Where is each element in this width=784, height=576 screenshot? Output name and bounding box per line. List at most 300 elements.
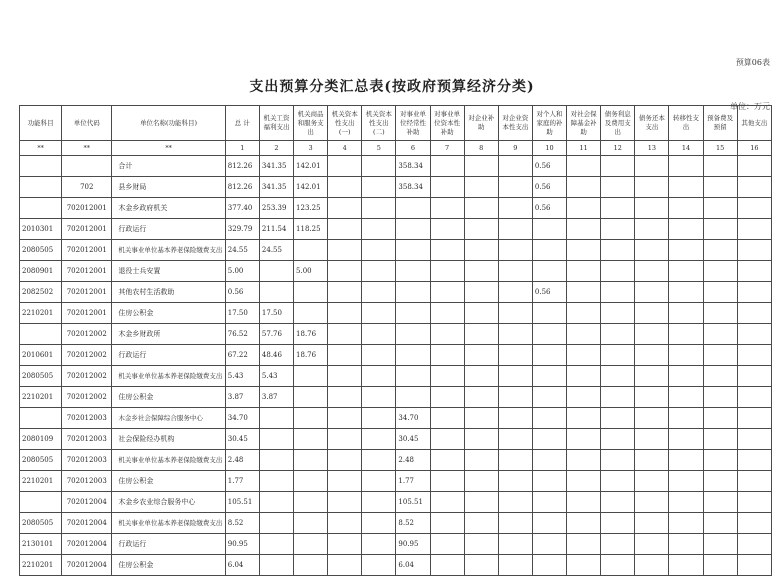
amount-cell: 48.46 [259,345,293,366]
unit-name-cell: 住房公积金 [112,387,225,408]
amount-cell [328,366,362,387]
amount-cell: 253.39 [259,198,293,219]
function-code-cell: 2080505 [20,366,62,387]
amount-cell: 812.26 [225,156,259,177]
amount-cell [362,156,396,177]
amount-cell [259,261,293,282]
amount-cell [294,492,328,513]
amount-cell: 2.48 [225,450,259,471]
amount-cell [362,513,396,534]
amount-cell: 30.45 [396,429,430,450]
unit-name-cell: 机关事业单位基本养老保险缴费支出 [112,240,225,261]
amount-cell [430,303,464,324]
table-row [20,177,772,198]
amount-cell [430,387,464,408]
amount-cell [464,492,498,513]
amount-cell: 30.45 [225,429,259,450]
column-header: 债务利息及费用支出 [601,106,635,141]
amount-cell: 3.87 [225,387,259,408]
amount-cell [259,471,293,492]
amount-cell [669,534,703,555]
amount-cell [294,387,328,408]
amount-cell [635,492,669,513]
amount-cell [362,240,396,261]
column-number: 9 [498,141,532,156]
amount-cell [328,324,362,345]
amount-cell [669,471,703,492]
amount-cell: 5.00 [225,261,259,282]
amount-cell [703,492,737,513]
amount-cell [601,345,635,366]
amount-cell [669,156,703,177]
amount-cell [703,324,737,345]
amount-cell: 358.34 [396,177,430,198]
amount-cell: 341.35 [259,156,293,177]
column-header: 转移性支出 [669,106,703,141]
amount-cell [430,177,464,198]
amount-cell [498,429,532,450]
amount-cell [635,324,669,345]
amount-cell [703,219,737,240]
amount-cell [430,429,464,450]
unit-name-cell: 社会保险经办机构 [112,429,225,450]
function-code-cell: 2010301 [20,219,62,240]
amount-cell [430,198,464,219]
function-code-cell [20,408,62,429]
function-code-cell [20,156,62,177]
amount-cell: 377.40 [225,198,259,219]
unit-code-cell: 702012004 [62,534,112,555]
amount-cell [669,492,703,513]
amount-cell [635,282,669,303]
amount-cell [328,471,362,492]
function-code-cell: 2210201 [20,303,62,324]
amount-cell [498,282,532,303]
amount-cell [601,555,635,576]
table-row [20,156,772,177]
amount-cell [464,366,498,387]
amount-cell [567,387,601,408]
amount-cell [430,366,464,387]
table-row [20,408,772,429]
column-number: ** [20,141,62,156]
amount-cell [362,408,396,429]
column-number: 12 [601,141,635,156]
function-code-cell: 2080901 [20,261,62,282]
table-row [20,534,772,555]
amount-cell [396,240,430,261]
amount-cell [669,324,703,345]
amount-cell [328,240,362,261]
unit-name-cell: 行政运行 [112,534,225,555]
amount-cell [703,513,737,534]
amount-cell [601,513,635,534]
amount-cell: 18.76 [294,345,328,366]
amount-cell [259,555,293,576]
amount-cell [362,282,396,303]
column-number: 4 [328,141,362,156]
amount-cell: 18.76 [294,324,328,345]
amount-cell [430,240,464,261]
amount-cell [498,450,532,471]
amount-cell [669,198,703,219]
amount-cell [669,261,703,282]
amount-cell [737,261,771,282]
amount-cell [259,408,293,429]
amount-cell [464,177,498,198]
amount-cell [328,387,362,408]
amount-cell [464,450,498,471]
unit-name-cell: 机关事业单位基本养老保险缴费支出 [112,450,225,471]
function-code-cell: 2010601 [20,345,62,366]
amount-cell [601,261,635,282]
amount-cell [567,219,601,240]
column-number: 6 [396,141,430,156]
amount-cell [294,513,328,534]
amount-cell [498,534,532,555]
amount-cell [532,534,566,555]
function-code-cell: 2210201 [20,471,62,492]
amount-cell [567,177,601,198]
amount-cell: 3.87 [259,387,293,408]
unit-name-cell: 行政运行 [112,219,225,240]
unit-name-cell: 木金乡政府机关 [112,198,225,219]
amount-cell [294,555,328,576]
unit-code-cell: 702012001 [62,240,112,261]
unit-name-cell: 住房公积金 [112,303,225,324]
amount-cell [498,513,532,534]
unit-name-cell: 县乡财局 [112,177,225,198]
table-row [20,492,772,513]
amount-cell [567,555,601,576]
amount-cell [464,219,498,240]
amount-cell [294,366,328,387]
table-row [20,513,772,534]
unit-code-cell: 702012001 [62,303,112,324]
amount-cell [567,471,601,492]
amount-cell [567,261,601,282]
amount-cell [601,492,635,513]
amount-cell [532,450,566,471]
amount-cell [669,366,703,387]
column-header: 机关资本性支出(二) [362,106,396,141]
amount-cell [703,366,737,387]
amount-cell [259,429,293,450]
amount-cell [532,492,566,513]
amount-cell [737,219,771,240]
amount-cell [737,471,771,492]
unit-name-cell: 木金乡财政所 [112,324,225,345]
amount-cell [430,450,464,471]
amount-cell [635,387,669,408]
unit-name-cell: 住房公积金 [112,555,225,576]
amount-cell [669,513,703,534]
amount-cell [430,492,464,513]
amount-cell [669,555,703,576]
amount-cell [464,303,498,324]
unit-code-cell: 702012002 [62,366,112,387]
amount-cell [567,345,601,366]
unit-name-cell: 机关事业单位基本养老保险缴费支出 [112,366,225,387]
amount-cell [362,345,396,366]
column-header: 单位代码 [62,106,112,141]
amount-cell: 5.43 [259,366,293,387]
column-number: 7 [430,141,464,156]
amount-cell [601,282,635,303]
amount-cell [703,303,737,324]
amount-cell [669,387,703,408]
amount-cell [430,282,464,303]
column-number-row [20,141,772,156]
amount-cell [567,450,601,471]
amount-cell [362,219,396,240]
amount-cell [328,219,362,240]
column-header: 机关商品和服务支出 [294,106,328,141]
column-header: 机关资本性支出(一) [328,106,362,141]
amount-cell: 24.55 [259,240,293,261]
amount-cell [430,534,464,555]
amount-cell [259,513,293,534]
amount-cell [259,534,293,555]
amount-cell [498,366,532,387]
amount-cell [430,471,464,492]
amount-cell [532,303,566,324]
function-code-cell: 2080109 [20,429,62,450]
amount-cell: 142.01 [294,156,328,177]
amount-cell [635,198,669,219]
amount-cell [601,429,635,450]
amount-cell: 329.79 [225,219,259,240]
amount-cell [498,219,532,240]
amount-cell [498,198,532,219]
amount-cell [362,177,396,198]
amount-cell [703,156,737,177]
amount-cell [635,408,669,429]
column-header: 对事业单位资本性补助 [430,106,464,141]
function-code-cell: 2210201 [20,555,62,576]
amount-cell [396,387,430,408]
unit-code-cell: 702012001 [62,198,112,219]
amount-cell [498,555,532,576]
column-header: 对企业资本性支出 [498,106,532,141]
amount-cell [259,282,293,303]
amount-cell [532,387,566,408]
table-row [20,324,772,345]
form-code: 预算06表 [735,58,770,67]
amount-cell [635,555,669,576]
function-code-cell [20,492,62,513]
amount-cell: 34.70 [396,408,430,429]
amount-cell [498,324,532,345]
amount-cell: 8.52 [225,513,259,534]
column-number: 5 [362,141,396,156]
amount-cell: 105.51 [396,492,430,513]
amount-cell [430,513,464,534]
amount-cell: 1.77 [225,471,259,492]
amount-cell [737,408,771,429]
amount-cell [737,513,771,534]
amount-cell [737,282,771,303]
amount-cell: 76.52 [225,324,259,345]
amount-cell [635,261,669,282]
amount-cell [362,387,396,408]
amount-cell [498,492,532,513]
amount-cell: 341.35 [259,177,293,198]
amount-cell: 211.54 [259,219,293,240]
amount-cell: 0.56 [532,156,566,177]
unit-label: 单位：万元 [730,102,770,111]
column-header: 单位名称(功能科目) [112,106,225,141]
amount-cell [328,177,362,198]
amount-cell [328,345,362,366]
amount-cell: 90.95 [396,534,430,555]
amount-cell [737,450,771,471]
amount-cell [362,366,396,387]
amount-cell [464,156,498,177]
unit-code-cell: 702012002 [62,324,112,345]
amount-cell [567,534,601,555]
amount-cell [328,156,362,177]
amount-cell [498,345,532,366]
amount-cell [328,450,362,471]
amount-cell [703,387,737,408]
amount-cell [498,408,532,429]
amount-cell [703,408,737,429]
amount-cell [737,387,771,408]
amount-cell [328,555,362,576]
amount-cell [737,303,771,324]
unit-code-cell: 702012003 [62,429,112,450]
amount-cell [294,282,328,303]
amount-cell [532,429,566,450]
table-body [20,156,772,576]
amount-cell [601,303,635,324]
column-number: 8 [464,141,498,156]
amount-cell: 118.25 [294,219,328,240]
amount-cell [635,240,669,261]
amount-cell [567,492,601,513]
amount-cell [294,429,328,450]
table-row [20,366,772,387]
amount-cell [430,408,464,429]
column-number: 2 [259,141,293,156]
amount-cell [567,282,601,303]
amount-cell [601,219,635,240]
amount-cell [396,282,430,303]
amount-cell [737,177,771,198]
column-header: 总 计 [225,106,259,141]
unit-code-cell: 702 [62,177,112,198]
amount-cell [532,324,566,345]
amount-cell [532,471,566,492]
amount-cell [703,534,737,555]
amount-cell [703,471,737,492]
table-row [20,450,772,471]
amount-cell [498,261,532,282]
column-number: 3 [294,141,328,156]
amount-cell [498,387,532,408]
unit-code-cell: 702012003 [62,450,112,471]
amount-cell [294,303,328,324]
unit-code-cell: 702012001 [62,282,112,303]
amount-cell [567,366,601,387]
function-code-cell [20,324,62,345]
unit-code-cell [62,156,112,177]
amount-cell [737,492,771,513]
amount-cell [601,177,635,198]
column-header: 对社会保障基金补助 [567,106,601,141]
budget-table [19,105,772,576]
function-code-cell: 2082502 [20,282,62,303]
amount-cell: 5.43 [225,366,259,387]
amount-cell [362,303,396,324]
amount-cell [601,324,635,345]
amount-cell: 0.56 [532,282,566,303]
amount-cell: 105.51 [225,492,259,513]
amount-cell [703,177,737,198]
table-row [20,282,772,303]
amount-cell [635,450,669,471]
amount-cell [669,345,703,366]
amount-cell [737,366,771,387]
amount-cell [464,198,498,219]
amount-cell [635,156,669,177]
unit-code-cell: 702012003 [62,471,112,492]
amount-cell [294,450,328,471]
amount-cell [396,366,430,387]
amount-cell [601,156,635,177]
amount-cell [430,261,464,282]
amount-cell [430,345,464,366]
amount-cell [396,303,430,324]
amount-cell [567,198,601,219]
amount-cell [430,324,464,345]
amount-cell [464,513,498,534]
column-header: 债务还本支出 [635,106,669,141]
amount-cell [362,555,396,576]
amount-cell [464,261,498,282]
unit-name-cell: 住房公积金 [112,471,225,492]
amount-cell [635,534,669,555]
function-code-cell: 2080505 [20,450,62,471]
amount-cell [635,513,669,534]
amount-cell [532,555,566,576]
table-row [20,261,772,282]
unit-name-cell: 合计 [112,156,225,177]
amount-cell: 812.26 [225,177,259,198]
amount-cell [464,240,498,261]
amount-cell [669,240,703,261]
amount-cell: 142.01 [294,177,328,198]
amount-cell [567,240,601,261]
amount-cell [464,471,498,492]
unit-name-cell: 木金乡社会保障综合服务中心 [112,408,225,429]
amount-cell [567,324,601,345]
amount-cell [635,303,669,324]
amount-cell [601,240,635,261]
amount-cell: 8.52 [396,513,430,534]
page-title: 支出预算分类汇总表(按政府预算经济分类) [249,79,535,95]
unit-name-cell: 机关事业单位基本养老保险缴费支出 [112,513,225,534]
amount-cell [430,555,464,576]
amount-cell [362,450,396,471]
amount-cell [498,156,532,177]
amount-cell [532,219,566,240]
amount-cell: 24.55 [225,240,259,261]
amount-cell [396,198,430,219]
amount-cell [532,240,566,261]
amount-cell [532,345,566,366]
